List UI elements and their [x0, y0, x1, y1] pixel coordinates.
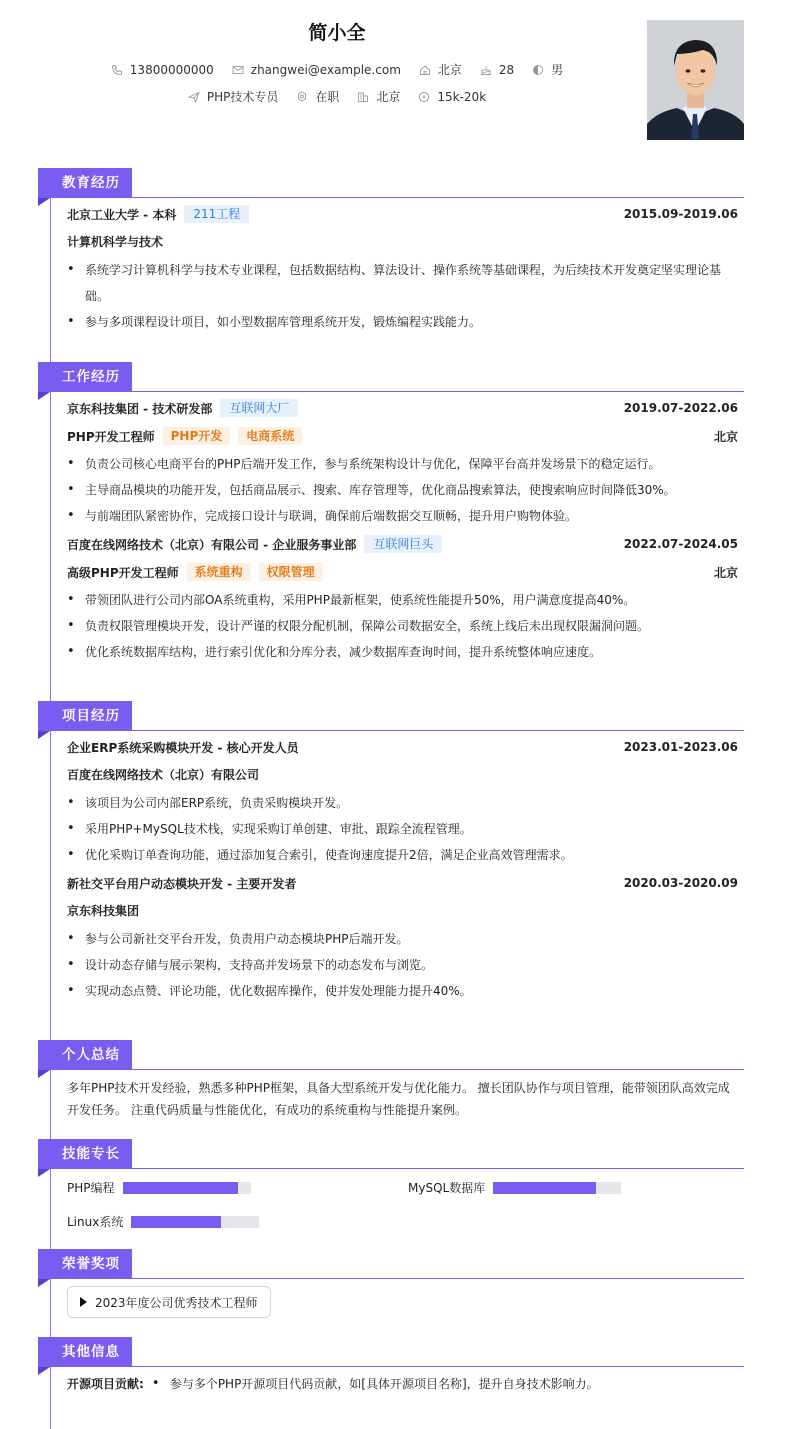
section-title: 工作经历: [38, 362, 132, 392]
section-header: [38, 1139, 744, 1169]
summary-text: 多年PHP技术开发经验，熟悉多种PHP框架，具备大型系统开发与优化能力。 擅长团队协作与项目管理，能带领团队高效完成开发任务。 注重代码质量与性能优化，有成功的系统重构与性能提升案例。: [67, 1081, 730, 1117]
education-entry: [67, 198, 738, 335]
list-item: • 参与公司新社交平台开发，负责用户动态模块PHP后端开发。: [67, 926, 738, 952]
list-item: • 带领团队进行公司内部OA系统重构，采用PHP最新框架，使系统性能提升50%，用户满意度提高40%。: [67, 587, 738, 613]
city-value: 北京: [437, 63, 462, 77]
section-title: 项目经历: [38, 701, 132, 731]
email-info: [232, 61, 401, 78]
skills-grid: [67, 1169, 738, 1233]
skill-bar-fill: [131, 1216, 221, 1228]
job-city: 北京: [713, 565, 738, 580]
skill-tag: 电商系统: [238, 427, 302, 445]
work-entry-2: [67, 529, 738, 665]
job-title: PHP开发工程师: [67, 429, 155, 444]
city-info: [419, 61, 462, 78]
skill-bar-fill: [493, 1182, 595, 1194]
position-info: [188, 88, 279, 105]
gender-value: 男: [551, 63, 564, 77]
salary-info: [418, 88, 486, 105]
list-item: • 采用PHP+MySQL技术栈，实现采购订单创建、审批、跟踪全流程管理。: [67, 816, 738, 842]
age-info: [480, 61, 514, 78]
phone-icon: [111, 64, 123, 76]
list-item: • 参与多个PHP开源项目代码贡献，如[具体开源项目名称]，提升自身技术影响力。: [152, 1373, 599, 1395]
awards-section: [38, 1249, 744, 1329]
section-header: [38, 168, 744, 198]
section-header: [38, 1249, 744, 1279]
other-info: [67, 1367, 738, 1395]
email-value: zhangwei@example.com: [250, 62, 401, 77]
education-section: [38, 168, 744, 335]
project-company: 百度在线网络技术（北京）有限公司: [67, 768, 260, 782]
mail-icon: [232, 64, 244, 76]
section-header: [38, 1337, 744, 1367]
avatar-portrait: [647, 20, 744, 140]
phone-value: 13800000000: [129, 62, 214, 77]
project-entry-2: [67, 868, 738, 1004]
company-row: [67, 531, 738, 557]
project-bullets: [67, 926, 738, 1004]
work-bullets: [67, 587, 738, 665]
skill-name: Linux系统: [67, 1215, 124, 1229]
project-row: [67, 870, 738, 896]
list-item: • 参与多项课程设计项目，如小型数据库管理系统开发，锻炼编程实践能力。: [67, 309, 738, 335]
section-title: 荣誉奖项: [38, 1249, 132, 1279]
send-icon: [188, 91, 200, 103]
work-city-value: 北京: [376, 90, 401, 104]
other-section: [38, 1337, 744, 1395]
job-title-row: [67, 557, 738, 587]
gear-icon: [296, 91, 308, 103]
major: 计算机科学与技术: [67, 235, 164, 249]
phone-info: [111, 61, 214, 78]
skill-bar: [123, 1182, 251, 1194]
coin-icon: [418, 91, 430, 103]
work-date: 2019.07-2022.06: [623, 401, 738, 415]
status-value: 在职: [315, 90, 340, 104]
company-name: 京东科技集团 - 技术研发部: [67, 401, 213, 416]
education-date: 2015.09-2019.06: [623, 207, 738, 221]
work-entry-1: [67, 392, 738, 529]
company-row: [67, 395, 738, 421]
job-city: 北京: [713, 429, 738, 444]
job-title-row: [67, 421, 738, 451]
company-tag: 互联网巨头: [364, 535, 442, 553]
section-header: [38, 1040, 744, 1070]
skill-name: MySQL数据库: [408, 1181, 486, 1195]
skill-item: [67, 1213, 259, 1230]
resume-header: [0, 0, 794, 150]
age-value: 28: [498, 62, 515, 77]
home-icon: [419, 64, 431, 76]
skill-item: [408, 1179, 621, 1196]
list-item: • 负责公司核心电商平台的PHP后端开发工作，参与系统架构设计与优化，保障平台高并发场景下的稳定运行。: [67, 451, 738, 477]
project-row: [67, 734, 738, 760]
work-date: 2022.07-2024.05: [623, 537, 738, 551]
skill-tag: 权限管理: [259, 563, 323, 581]
list-item: • 设计动态存储与展示架构，支持高并发场景下的动态发布与浏览。: [67, 952, 738, 978]
education-bullets: [67, 257, 738, 335]
gender-icon: [532, 64, 544, 76]
education-row: [67, 201, 738, 227]
projects-section: [38, 701, 744, 1004]
award-item: [67, 1286, 271, 1318]
awards-list: [67, 1279, 738, 1329]
skill-tag: PHP开发: [163, 427, 231, 445]
list-item: • 实现动态点赞、评论功能，优化数据库操作，使并发处理能力提升40%。: [67, 978, 738, 1004]
skill-bar-fill: [123, 1182, 238, 1194]
triangle-icon: [80, 1297, 87, 1307]
cake-icon: [480, 64, 492, 76]
summary-section: [38, 1040, 744, 1121]
skill-tag: 系统重构: [187, 563, 251, 581]
skill-bar: [493, 1182, 621, 1194]
project-name: 新社交平台用户动态模块开发 - 主要开发者: [67, 876, 297, 891]
school-tag: 211工程: [184, 205, 249, 223]
job-intent-row: [0, 88, 674, 105]
salary-value: 15k-20k: [437, 89, 487, 104]
work-bullets: [67, 451, 738, 529]
gender-info: [532, 61, 563, 78]
skill-name: PHP编程: [67, 1181, 115, 1195]
skill-bar: [131, 1216, 259, 1228]
position-value: PHP技术专员: [206, 90, 279, 104]
other-bullets: [152, 1373, 599, 1395]
project-date: 2020.03-2020.09: [623, 876, 738, 890]
skills-section: [38, 1139, 744, 1233]
company-name: 百度在线网络技术（北京）有限公司 - 企业服务事业部: [67, 537, 357, 552]
list-item: • 优化系统数据库结构，进行索引优化和分库分表，减少数据库查询时间，提升系统整体响应速度。: [67, 639, 738, 665]
other-key: 开源项目贡献:: [67, 1377, 144, 1391]
section-header: [38, 701, 744, 731]
list-item: • 与前端团队紧密协作，完成接口设计与联调，确保前后端数据交互顺畅，提升用户购物体验。: [67, 503, 738, 529]
work-city-info: [357, 88, 400, 105]
section-title: 个人总结: [38, 1040, 132, 1070]
project-name: 企业ERP系统采购模块开发 - 核心开发人员: [67, 740, 299, 755]
award-name: 2023年度公司优秀技术工程师: [95, 1295, 258, 1310]
list-item: • 负责权限管理模块开发，设计严谨的权限分配机制，保障公司数据安全，系统上线后未出现权限漏洞问题。: [67, 613, 738, 639]
project-bullets: [67, 790, 738, 868]
section-title: 技能专长: [38, 1139, 132, 1169]
building-icon: [357, 91, 369, 103]
school-name: 北京工业大学 - 本科: [67, 207, 177, 222]
list-item: • 优化采购订单查询功能，通过添加复合索引，使查询速度提升2倍，满足企业高效管理需求。: [67, 842, 738, 868]
section-header: [38, 362, 744, 392]
profile-photo: [647, 20, 744, 140]
candidate-name: 简小全: [308, 22, 366, 44]
section-title: 其他信息: [38, 1337, 132, 1367]
contact-row: [0, 61, 674, 78]
job-title: 高级PHP开发工程师: [67, 565, 179, 580]
company-tag: 互联网大厂: [220, 399, 298, 417]
section-title: 教育经历: [38, 168, 132, 198]
list-item: • 主导商品模块的功能开发，包括商品展示、搜索、库存管理等，优化商品搜索算法，使搜索响应时间降低30%。: [67, 477, 738, 503]
project-date: 2023.01-2023.06: [623, 740, 738, 754]
list-item: • 系统学习计算机科学与技术专业课程，包括数据结构、算法设计、操作系统等基础课程，为后续技术开发奠定坚实理论基础。: [67, 257, 738, 309]
project-company: 京东科技集团: [67, 904, 140, 918]
status-info: [296, 88, 339, 105]
work-section: [38, 362, 744, 665]
skill-item: [67, 1179, 251, 1196]
project-entry-1: [67, 731, 738, 868]
list-item: • 该项目为公司内部ERP系统，负责采购模块开发。: [67, 790, 738, 816]
